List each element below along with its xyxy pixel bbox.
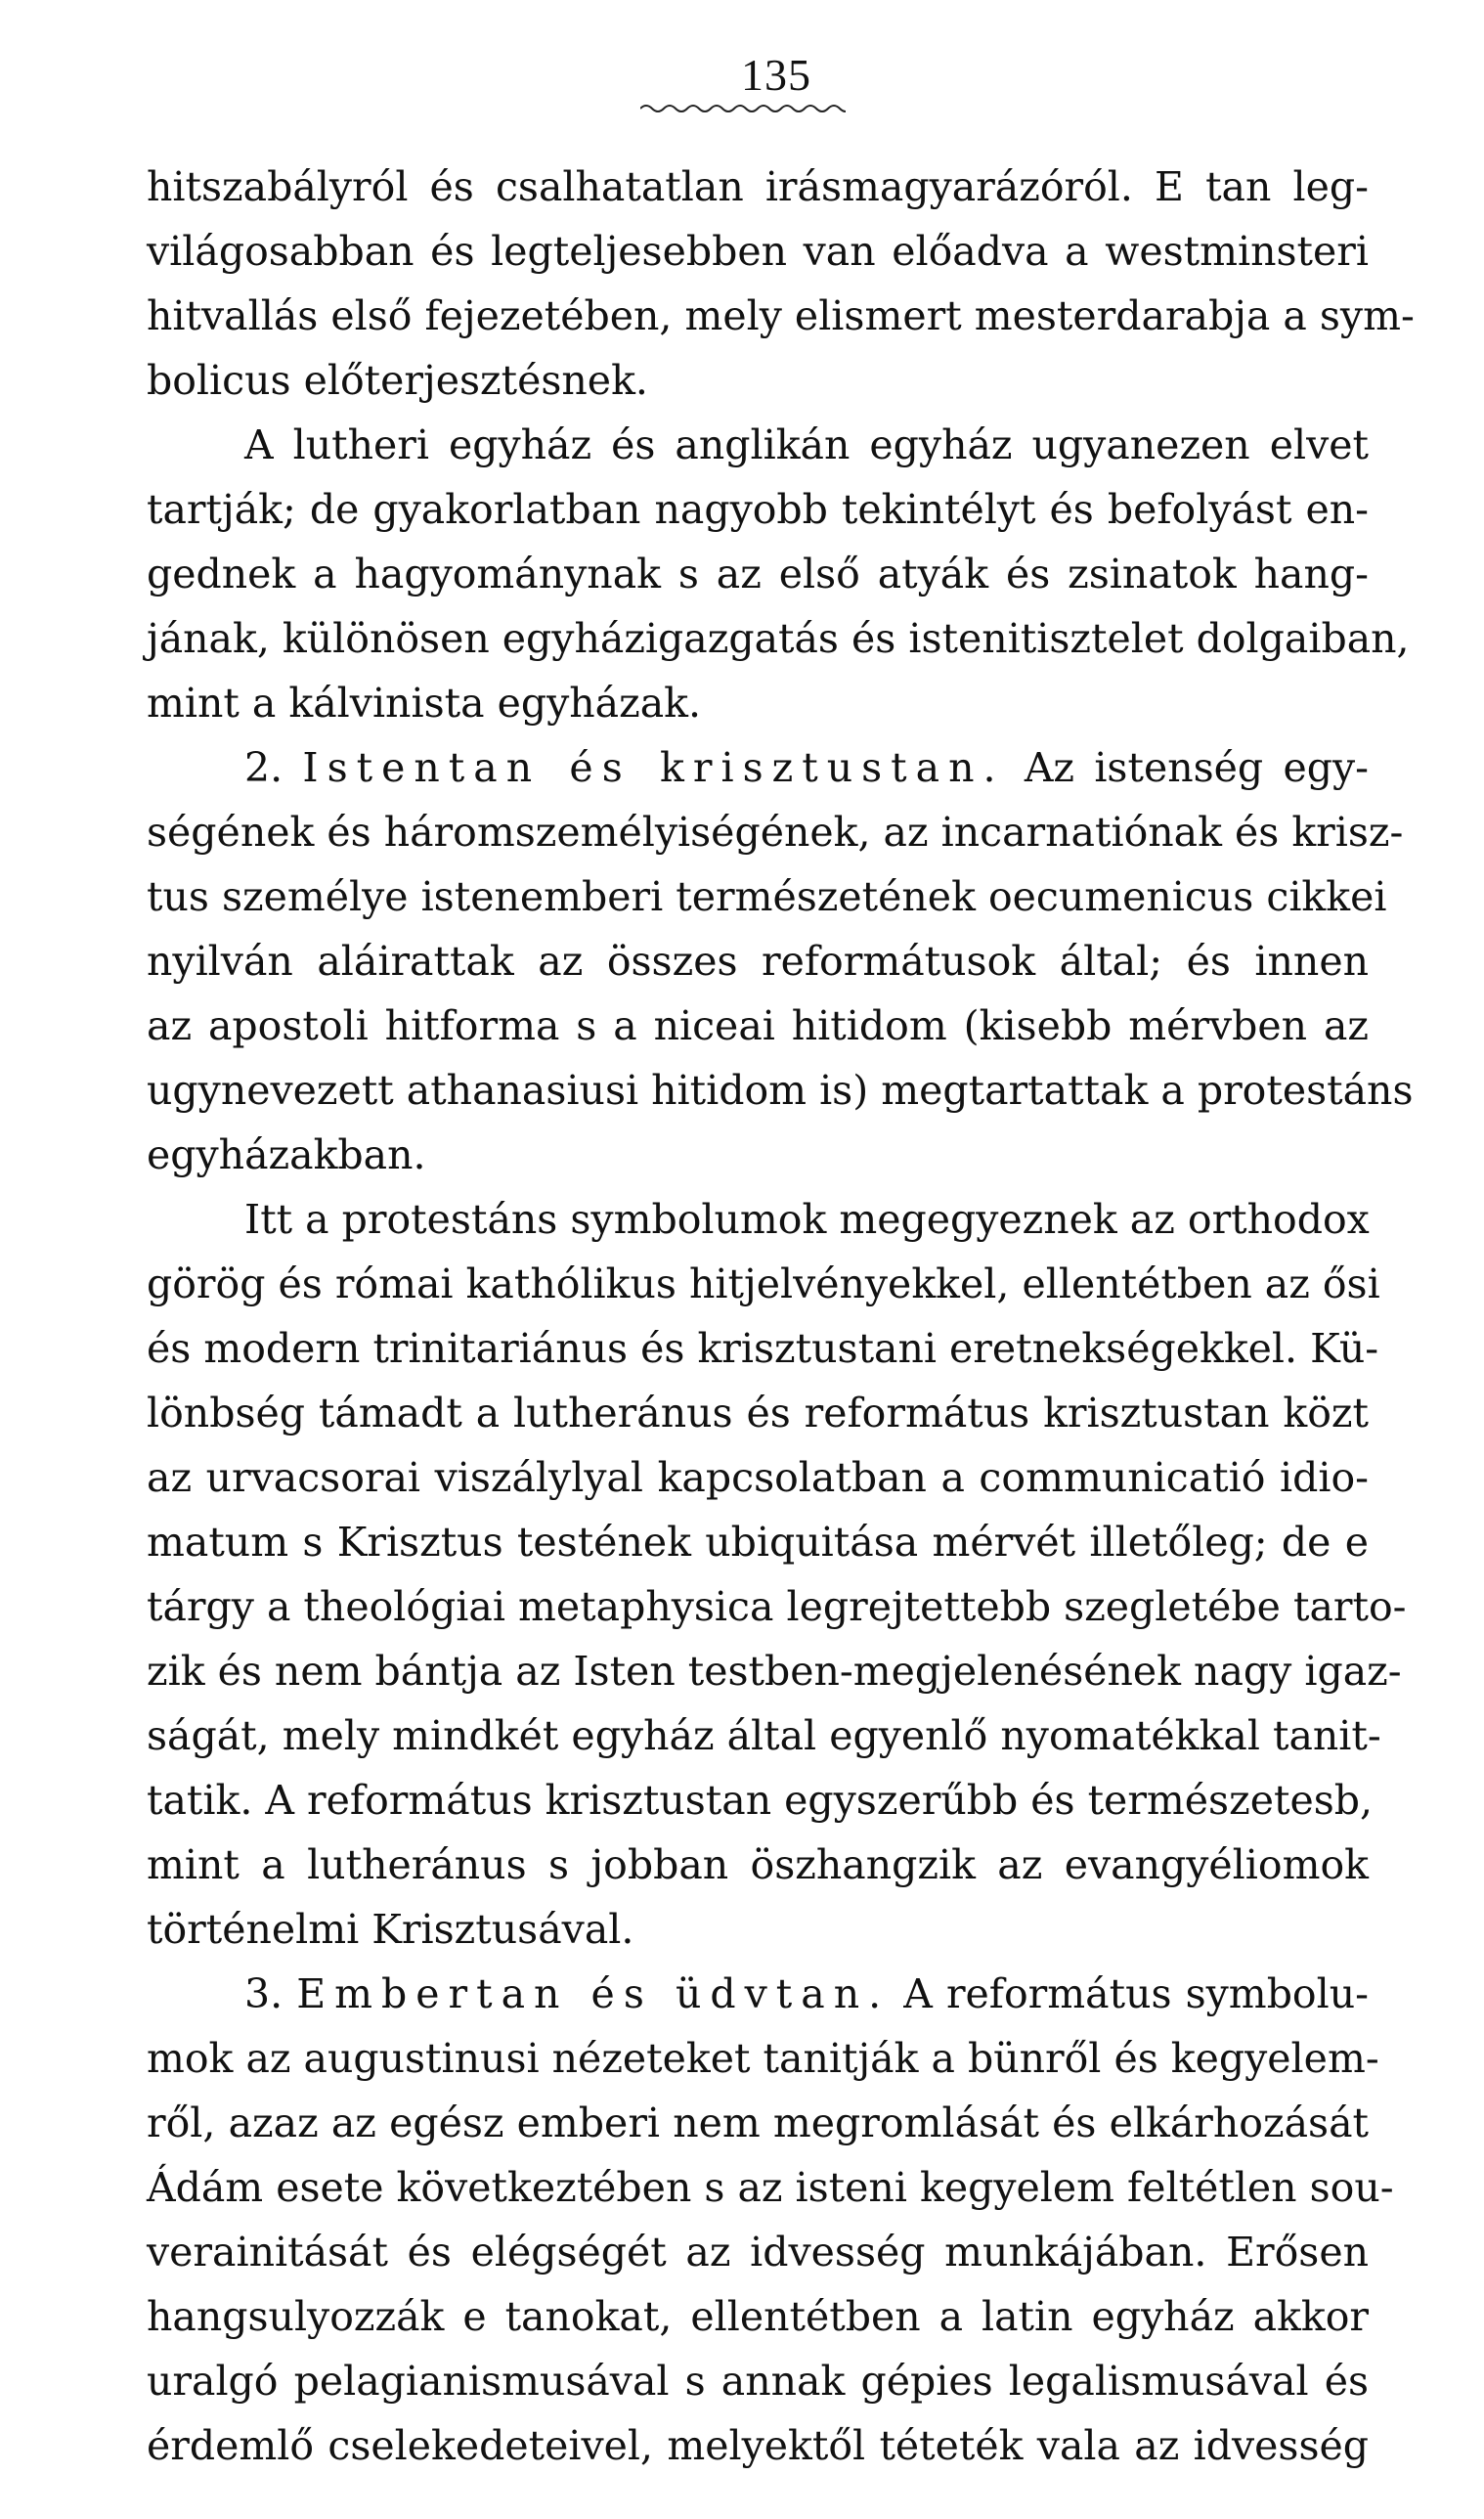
section-title: Embertan és üdvtan. [296, 1970, 891, 2017]
section-heading-line [147, 735, 1369, 800]
section-number: 2. [244, 744, 303, 791]
text-line: mint a lutheránus s jobban öszhangzik az evangyéliomok [147, 1841, 1369, 1888]
section-number: 3. [244, 1970, 297, 2017]
text-line: hitvallás első fejezetében, mely elismert mesterdarabja a sym- [147, 292, 1415, 339]
section-title: Istentan és krisztustan. [302, 744, 1005, 791]
text-line: Itt a protestáns symbolumok megegyeznek az orthodox [244, 1196, 1370, 1243]
text-line: uralgó pelagianismusával s annak gépies legalismusával és [147, 2358, 1369, 2405]
text-line: és modern trinitariánus és krisztustani eretnekségekkel. Kü- [147, 1325, 1379, 1372]
section-heading-line [147, 1962, 1369, 2026]
text-line: tartják; de gyakorlatban nagyobb tekintélyt és befolyást en- [147, 486, 1369, 533]
text-line: hangsulyozzák e tanokat, ellentétben a latin egyház akkor [147, 2293, 1369, 2340]
text-line: egyházakban. [147, 1131, 426, 1178]
text-line: hitszabályról és csalhatatlan irásmagyarázóról. E tan leg- [147, 163, 1369, 210]
text-line: lönbség támadt a lutheránus és református krisztustan közt [147, 1390, 1369, 1436]
text-line: az apostoli hitforma s a niceai hitidom (kisebb mérvben az [147, 1002, 1369, 1049]
text-line: mok az augustinusi nézeteket tanitják a bünről és kegyelem- [147, 2035, 1379, 2082]
text-line: jának, különösen egyházigazgatás és istenitisztelet dolgaiban, [147, 615, 1410, 662]
text-line: nyilván aláirattak az összes reformátusok által; és innen [147, 938, 1369, 985]
text-line: ről, azaz az egész emberi nem megromlását és elkárhozását [147, 2099, 1369, 2146]
text-line: Ádám esete következtében s az isteni kegyelem feltétlen sou- [147, 2164, 1394, 2211]
body-text [147, 155, 1415, 2478]
text-line: tárgy a theológiai metaphysica legrejtettebb szegletébe tarto- [147, 1583, 1407, 1630]
text-line: zik és nem bántja az Isten testben-megjelenésének nagy igaz- [147, 1648, 1402, 1695]
text-line: ságát, mely mindkét egyház által egyenlő nyomatékkal tanit- [147, 1712, 1381, 1759]
text-line: matum s Krisztus testének ubiquitása mérvét illetőleg; de e [147, 1519, 1369, 1566]
text-line: ségének és háromszemélyiségének, az incarnatiónak és krisz- [147, 809, 1404, 856]
text-line: az urvacsorai viszálylyal kapcsolatban a communicatió idio- [147, 1454, 1369, 1501]
text-line: tatik. A református krisztustan egyszerűbb és természetesb, [147, 1777, 1374, 1824]
page-number: 135 [741, 50, 811, 100]
text-line: mint a kálvinista egyházak. [147, 680, 702, 727]
text-line: görög és római kathólikus hitjelvényekkel, ellentétben az ősi [147, 1260, 1380, 1307]
page-header [0, 49, 1484, 101]
text-line: gednek a hagyománynak s az első atyák és zsinatok hang- [147, 551, 1369, 597]
text-line: világosabban és legteljesebben van előadva a westminsteri [147, 228, 1369, 275]
section-heading-continuation: Az istenség egy- [1004, 744, 1369, 791]
text-line: verainitását és elégségét az idvesség munkájában. Erősen [147, 2229, 1369, 2276]
text-line: érdemlő cselekedeteivel, melyektől téteték vala az idvesség [147, 2422, 1369, 2469]
wavy-rule-ornament [640, 102, 846, 115]
text-line: A lutheri egyház és anglikán egyház ugyanezen elvet [244, 421, 1369, 468]
text-line: történelmi Krisztusával. [147, 1906, 634, 1953]
text-line: ugynevezett athanasiusi hitidom is) megtartattak a protestáns [147, 1067, 1414, 1114]
text-line: bolicus előterjesztésnek. [147, 357, 648, 404]
section-heading-continuation: A református symbolu- [890, 1970, 1369, 2017]
text-line: tus személye istenemberi természetének oecumenicus cikkei [147, 873, 1387, 920]
